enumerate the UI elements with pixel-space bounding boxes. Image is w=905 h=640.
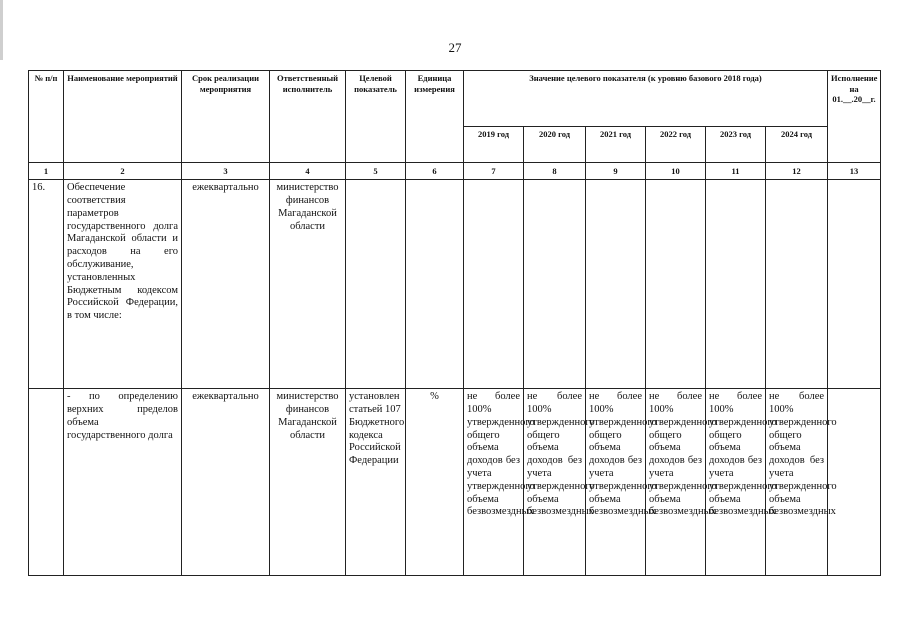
column-number: 2 (64, 162, 182, 179)
table-row (29, 180, 881, 389)
column-number-row (29, 162, 881, 179)
table-row (29, 389, 881, 576)
header-year: 2021 год (586, 127, 646, 163)
measure-unit: % (406, 389, 464, 576)
header-year: 2020 год (524, 127, 586, 163)
column-number: 5 (346, 162, 406, 179)
value-cell (766, 180, 828, 389)
value-cell (464, 180, 524, 389)
column-number: 13 (828, 162, 881, 179)
row-number (29, 389, 64, 576)
measure-indicator (346, 180, 406, 389)
column-number: 10 (646, 162, 706, 179)
measure-responsible: министерство финансов Магаданской области (270, 180, 346, 389)
header-term: Срок реализации мероприятия (182, 71, 270, 163)
column-number: 12 (766, 162, 828, 179)
header-year: 2024 год (766, 127, 828, 163)
measure-term: ежеквартально (182, 180, 270, 389)
header-year: 2019 год (464, 127, 524, 163)
value-cell: не более 100% утвержденного общего объема доходов без учета утвержденного объема безвозмездных (766, 389, 828, 576)
measure-term: ежеквартально (182, 389, 270, 576)
header-row (29, 71, 881, 127)
header-num: № п/п (29, 71, 64, 163)
header-unit: Единица измерения (406, 71, 464, 163)
header-year: 2023 год (706, 127, 766, 163)
column-number: 3 (182, 162, 270, 179)
header-name: Наименование мероприятий (64, 71, 182, 163)
value-cell: не более 100% утвержденного общего объема доходов без учета утвержденного объема безвозмездных (586, 389, 646, 576)
column-number: 4 (270, 162, 346, 179)
header-execution: Исполнение на 01.__.20__г. (828, 71, 881, 163)
measure-indicator: установлен статьей 107 Бюджетного кодекса Российской Федерации (346, 389, 406, 576)
column-number: 6 (406, 162, 464, 179)
column-number: 11 (706, 162, 766, 179)
value-cell (646, 180, 706, 389)
value-cell: не более 100% утвержденного общего объема доходов без учета утвержденного объема безвозмездных (524, 389, 586, 576)
column-number: 9 (586, 162, 646, 179)
measure-responsible: министерство финансов Магаданской области (270, 389, 346, 576)
value-cell (524, 180, 586, 389)
value-cell (706, 180, 766, 389)
header-value-group: Значение целевого показателя (к уровню базового 2018 года) (464, 71, 828, 127)
page-number: 27 (448, 40, 462, 55)
header-responsible: Ответственный исполнитель (270, 71, 346, 163)
row-number: 16. (29, 180, 64, 389)
measure-name: - по определению верхних пределов объема государственного долга (64, 389, 182, 576)
execution-cell (828, 180, 881, 389)
measure-name: Обеспечение соответствия параметров государственного долга Магаданской области и расходов на его обслуживание, установленных Бюджетным кодексом Российской Федерации, в том числе: (64, 180, 182, 389)
value-cell (586, 180, 646, 389)
column-number: 1 (29, 162, 64, 179)
measures-table (28, 70, 881, 576)
header-indicator: Целевой показатель (346, 71, 406, 163)
column-number: 8 (524, 162, 586, 179)
value-cell: не более 100% утвержденного общего объема доходов без учета утвержденного объема безвозмездных (464, 389, 524, 576)
value-cell: не более 100% утвержденного общего объема доходов без учета утвержденного объема безвозмездных (706, 389, 766, 576)
value-cell: не более 100% утвержденного общего объема доходов без учета утвержденного объема безвозмездных (646, 389, 706, 576)
scan-edge (0, 0, 3, 60)
header-year: 2022 год (646, 127, 706, 163)
measure-unit (406, 180, 464, 389)
column-number: 7 (464, 162, 524, 179)
